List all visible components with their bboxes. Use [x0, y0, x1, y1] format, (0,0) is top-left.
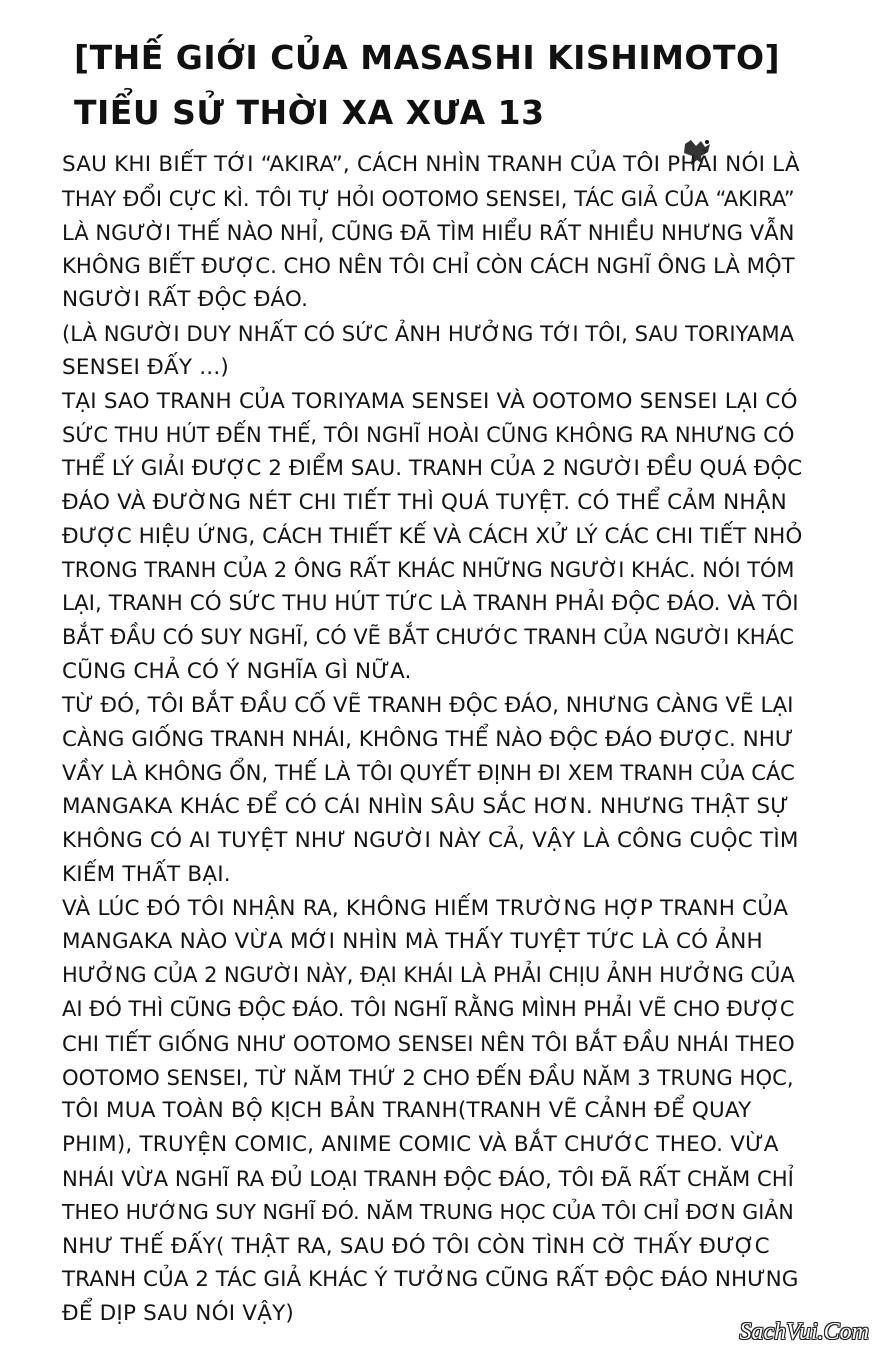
body-text-line: CÀNG GIỐNG TRANH NHÁI, KHÔNG THỂ NÀO ĐỘC ĐÁO ĐƯỢC. NHƯ: [62, 726, 794, 752]
body-text-line: VÀ LÚC ĐÓ TÔI NHẬN RA, KHÔNG HIẾM TRƯỜNG HỢP TRANH CỦA: [62, 895, 789, 921]
body-text-line: TẠI SAO TRANH CỦA TORIYAMA SENSEI VÀ OOTOMO SENSEI LẠI CÓ: [62, 388, 798, 414]
body-text-line: SAU KHI BIẾT TỚI “AKIRA”, CÁCH NHÌN TRANH CỦA TÔI PHẢI NÓI LÀ: [62, 152, 800, 177]
body-text-line: NHÁI VỪA NGHĨ RA ĐỦ LOẠI TRANH ĐỘC ĐÁO, TÔI ĐÃ RẤT CHĂM CHỈ: [62, 1165, 794, 1191]
body-text-line: VẦY LÀ KHÔNG ỔN, THẾ LÀ TÔI QUYẾT ĐỊNH ĐI XEM TRANH CỦA CÁC: [62, 760, 795, 786]
body-text-line: KHÔNG BIẾT ĐƯỢC. CHO NÊN TÔI CHỈ CÒN CÁCH NGHĨ ÔNG LÀ MỘT: [62, 253, 795, 279]
body-text-line: TRONG TRANH CỦA 2 ÔNG RẤT KHÁC NHỮNG NGƯỜI KHÁC. NÓI TÓM: [62, 557, 795, 582]
body-text-line: AI ĐÓ THÌ CŨNG ĐỘC ĐÁO. TÔI NGHĨ RẰNG MÌNH PHẢI VẼ CHO ĐƯỢC: [62, 996, 795, 1021]
body-text-line: PHIM), TRUYỆN COMIC, ANIME COMIC VÀ BẮT CHƯỚC THEO. VỪA: [62, 1132, 779, 1158]
body-text-line: NHƯ THẾ ĐẤY( THẬT RA, SAU ĐÓ TÔI CÒN TÌNH CỜ THẤY ĐƯỢC: [62, 1233, 770, 1259]
body-text-line: THEO HƯỚNG SUY NGHĨ ĐÓ. NĂM TRUNG HỌC CỦA TÔI CHỈ ĐƠN GIẢN: [62, 1199, 794, 1224]
body-text-line: HƯỞNG CỦA 2 NGƯỜI NÀY, ĐẠI KHÁI LÀ PHẢI CHỊU ẢNH HƯỞNG CỦA: [62, 963, 795, 988]
body-text-line: ĐỂ DỊP SAU NÓI VẬY): [62, 1301, 295, 1327]
body-text-line: BẮT ĐẦU CÓ SUY NGHĨ, CÓ VẼ BẮT CHƯỚC TRANH CỦA NGƯỜI KHÁC: [62, 625, 795, 650]
story-body-text: [62, 148, 802, 1331]
watermark-text: SachVui.Com: [739, 1319, 869, 1345]
body-text-line: ĐÁO VÀ ĐƯỜNG NÉT CHI TIẾT THÌ QUÁ TUYỆT. CÓ THỂ CẢM NHẬN: [62, 489, 787, 515]
body-text-line: THỂ LÝ GIẢI ĐƯỢC 2 ĐIỂM SAU. TRANH CỦA 2 NGƯỜI ĐỀU QUÁ ĐỘC: [62, 456, 803, 482]
body-text-line: TRANH CỦA 2 TÁC GIẢ KHÁC Ý TƯỞNG CŨNG RẤT ĐỘC ĐÁO NHƯNG: [62, 1267, 799, 1293]
body-text-line: SENSEI ĐẤY ...): [62, 354, 229, 380]
body-text-line: LÀ NGƯỜI THẾ NÀO NHỈ, CŨNG ĐÃ TÌM HIỂU RẤT NHIỀU NHƯNG VẪN: [62, 219, 795, 245]
body-text-line: ĐƯỢC HIỆU ỨNG, CÁCH THIẾT KẾ VÀ CÁCH XỬ LÝ CÁC CHI TIẾT NHỎ: [62, 523, 803, 549]
body-text-line: MANGAKA KHÁC ĐỂ CÓ CÁI NHÌN SÂU SẮC HƠN. NHƯNG THẬT SỰ: [62, 794, 789, 820]
body-text-line: KIẾM THẤT BẠI.: [62, 861, 231, 887]
page-title-line-1: [THẾ GIỚI CỦA MASASHI KISHIMOTO]: [74, 38, 781, 77]
body-text-line: KHÔNG CÓ AI TUYỆT NHƯ NGƯỜI NÀY CẢ, VẬY LÀ CÔNG CUỘC TÌM: [62, 827, 799, 853]
page-title-line-2: TIỂU SỬ THỜI XA XƯA 13: [74, 93, 545, 132]
body-text-line: SỨC THU HÚT ĐẾN THẾ, TÔI NGHĨ HOÀI CŨNG KHÔNG RA NHƯNG CÓ: [62, 422, 795, 448]
body-text-line: MANGAKA NÀO VỪA MỚI NHÌN MÀ THẤY TUYỆT TỨC LÀ CÓ ẢNH: [62, 929, 763, 955]
body-text-line: CŨNG CHẢ CÓ Ý NGHĨA GÌ NỮA.: [62, 658, 412, 684]
body-text-line: LẠI, TRANH CÓ SỨC THU HÚT TỨC LÀ TRANH PHẢI ĐỘC ĐÁO. VÀ TÔI: [62, 591, 799, 617]
body-text-line: TỪ ĐÓ, TÔI BẮT ĐẦU CỐ VẼ TRANH ĐỘC ĐÁO, NHƯNG CÀNG VẼ LẠI: [62, 692, 794, 718]
body-text-line: CHI TIẾT GIỐNG NHƯ OOTOMO SENSEI NÊN TÔI BẮT ĐẦU NHÁI THEO: [62, 1030, 795, 1056]
body-text-line: OOTOMO SENSEI, TỪ NĂM THỨ 2 CHO ĐẾN ĐẦU NĂM 3 TRUNG HỌC,: [62, 1064, 794, 1090]
body-text-line: (LÀ NGƯỜI DUY NHẤT CÓ SỨC ẢNH HƯỞNG TỚI TÔI, SAU TORIYAMA: [62, 320, 795, 346]
body-text-line: TÔI MUA TOÀN BỘ KỊCH BẢN TRANH(TRANH VẼ CẢNH ĐỂ QUAY: [62, 1098, 752, 1124]
body-text-line: THAY ĐỔI CỰC KÌ. TÔI TỰ HỎI OOTOMO SENSEI, TÁC GIẢ CỦA “AKIRA”: [62, 185, 795, 211]
body-text-line: NGƯỜI RẤT ĐỘC ĐÁO.: [62, 287, 309, 313]
